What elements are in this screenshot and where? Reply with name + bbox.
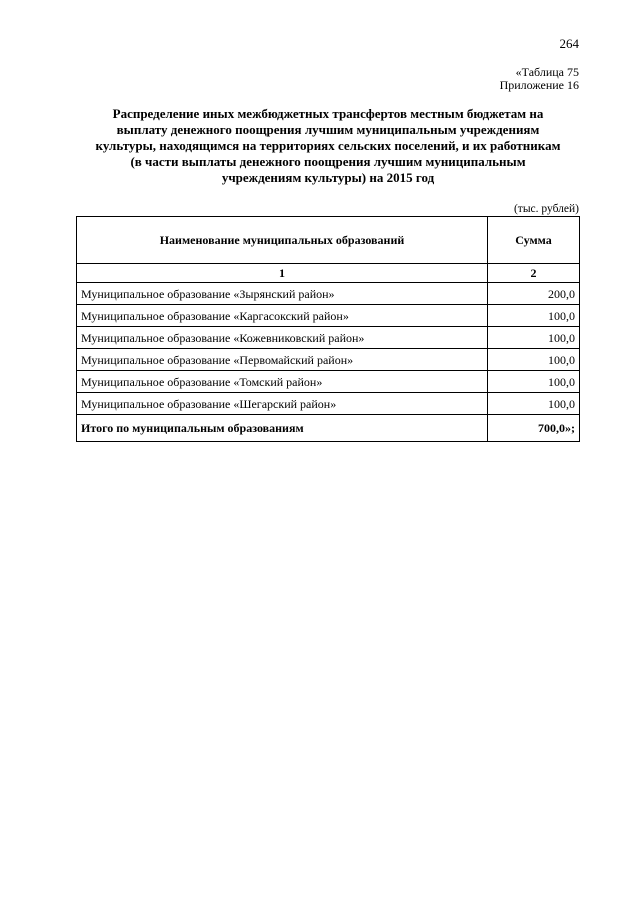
distribution-table xyxy=(76,216,580,442)
title-line: культуры, находящимся на территориях сельских поселений, и их работникам xyxy=(95,138,561,153)
municipality-name: Муниципальное образование «Каргасокский район» xyxy=(77,305,488,327)
column-number-2: 2 xyxy=(488,264,580,283)
appendix-reference xyxy=(500,66,579,92)
amount-cell: 200,0 xyxy=(488,283,580,305)
total-amount: 700,0»; xyxy=(488,415,580,442)
column-number-1: 1 xyxy=(77,264,488,283)
amount-cell: 100,0 xyxy=(488,305,580,327)
table-row xyxy=(77,371,580,393)
municipality-name: Муниципальное образование «Первомайский район» xyxy=(77,349,488,371)
municipality-name: Муниципальное образование «Кожевниковский район» xyxy=(77,327,488,349)
total-row xyxy=(77,415,580,442)
municipality-name: Муниципальное образование «Шегарский район» xyxy=(77,393,488,415)
units-label: (тыс. рублей) xyxy=(513,203,579,215)
document-title xyxy=(76,106,580,186)
table-row xyxy=(77,283,580,305)
table-row xyxy=(77,305,580,327)
municipality-name: Муниципальное образование «Томский район» xyxy=(77,371,488,393)
header-name: Наименование муниципальных образований xyxy=(77,217,488,264)
page-number: 264 xyxy=(559,36,579,51)
title-line: Распределение иных межбюджетных трансфертов местным бюджетам на xyxy=(112,106,544,121)
amount-cell: 100,0 xyxy=(488,349,580,371)
column-number-row xyxy=(77,264,580,283)
table-row xyxy=(77,327,580,349)
table-row xyxy=(77,349,580,371)
header-amount: Сумма xyxy=(488,217,580,264)
table-reference: «Таблица 75 xyxy=(515,65,579,79)
appendix-number: Приложение 16 xyxy=(499,78,579,92)
table-row xyxy=(77,393,580,415)
title-line: учреждениям культуры) на 2015 год xyxy=(221,170,435,185)
amount-cell: 100,0 xyxy=(488,371,580,393)
title-line: выплату денежного поощрения лучшим муниципальным учреждениям xyxy=(116,122,540,137)
title-line: (в части выплаты денежного поощрения лучшим муниципальным xyxy=(130,154,526,169)
amount-cell: 100,0 xyxy=(488,393,580,415)
amount-cell: 100,0 xyxy=(488,327,580,349)
table-header-row xyxy=(77,217,580,264)
total-label: Итого по муниципальным образованиям xyxy=(77,415,488,442)
municipality-name: Муниципальное образование «Зырянский район» xyxy=(77,283,488,305)
